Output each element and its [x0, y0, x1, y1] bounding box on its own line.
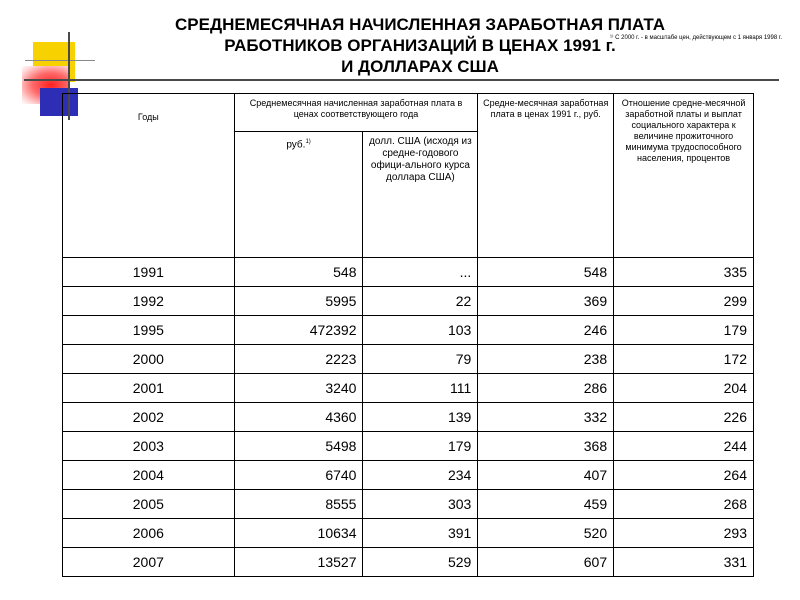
header-prices-1991: Средне-месячная заработная плата в ценах 1991 г., руб.	[478, 94, 614, 258]
logo-thin-line	[25, 60, 95, 61]
cell-year: 2002	[63, 403, 235, 432]
cell-rub: 5995	[234, 287, 363, 316]
cell-year: 2007	[63, 548, 235, 577]
cell-prices-1991: 332	[478, 403, 614, 432]
cell-ratio: 331	[614, 548, 754, 577]
cell-ratio: 299	[614, 287, 754, 316]
cell-prices-1991: 548	[478, 258, 614, 287]
cell-year: 2005	[63, 490, 235, 519]
cell-usd: 303	[363, 490, 478, 519]
footnote: ¹⁾ С 2000 г. - в масштабе цен, действующем с 1 января 1998 г.	[610, 35, 782, 41]
cell-prices-1991: 286	[478, 374, 614, 403]
cell-ratio: 226	[614, 403, 754, 432]
cell-ratio: 335	[614, 258, 754, 287]
page-title	[150, 14, 690, 77]
cell-usd: 22	[363, 287, 478, 316]
header-years: Годы	[63, 94, 235, 258]
cell-rub: 4360	[234, 403, 363, 432]
cell-usd: 179	[363, 432, 478, 461]
cell-prices-1991: 459	[478, 490, 614, 519]
cell-rub: 8555	[234, 490, 363, 519]
cell-ratio: 204	[614, 374, 754, 403]
cell-rub: 2223	[234, 345, 363, 374]
cell-ratio: 172	[614, 345, 754, 374]
cell-year: 1991	[63, 258, 235, 287]
cell-year: 2003	[63, 432, 235, 461]
cell-ratio: 179	[614, 316, 754, 345]
cell-ratio: 244	[614, 432, 754, 461]
cell-rub: 13527	[234, 548, 363, 577]
table-row	[63, 403, 754, 432]
cell-usd: 234	[363, 461, 478, 490]
cell-prices-1991: 246	[478, 316, 614, 345]
cell-rub: 548	[234, 258, 363, 287]
wage-table	[62, 93, 754, 577]
cell-year: 2004	[63, 461, 235, 490]
cell-usd: ...	[363, 258, 478, 287]
cell-prices-1991: 607	[478, 548, 614, 577]
table-body	[63, 258, 754, 577]
cell-usd: 139	[363, 403, 478, 432]
header-ratio: Отношение средне-месячной заработной платы и выплат социального характера к величине прожиточного минимума трудоспособного населения, процентов	[614, 94, 754, 258]
cell-rub: 5498	[234, 432, 363, 461]
cell-rub: 3240	[234, 374, 363, 403]
table-row	[63, 345, 754, 374]
cell-year: 1995	[63, 316, 235, 345]
cell-usd: 103	[363, 316, 478, 345]
cell-prices-1991: 407	[478, 461, 614, 490]
header-rub-footnote-mark: 1)	[305, 139, 311, 145]
table-row	[63, 432, 754, 461]
cell-year: 1992	[63, 287, 235, 316]
cell-prices-1991: 520	[478, 519, 614, 548]
table-row	[63, 490, 754, 519]
cell-year: 2000	[63, 345, 235, 374]
header-rub	[234, 132, 363, 258]
cell-prices-1991: 368	[478, 432, 614, 461]
title-line-3: И ДОЛЛАРАХ США	[341, 57, 499, 76]
cell-year: 2001	[63, 374, 235, 403]
cell-year: 2006	[63, 519, 235, 548]
title-underline	[24, 79, 779, 81]
header-usd: долл. США (исходя из средне-годового офици-ального курса доллара США)	[363, 132, 478, 258]
cell-ratio: 268	[614, 490, 754, 519]
cell-prices-1991: 369	[478, 287, 614, 316]
cell-usd: 529	[363, 548, 478, 577]
table-row	[63, 461, 754, 490]
title-line-1: СРЕДНЕМЕСЯЧНАЯ НАЧИСЛЕННАЯ ЗАРАБОТНАЯ ПЛАТА	[175, 15, 665, 34]
table-row	[63, 374, 754, 403]
cell-rub: 472392	[234, 316, 363, 345]
cell-ratio: 264	[614, 461, 754, 490]
table-row	[63, 258, 754, 287]
cell-rub: 10634	[234, 519, 363, 548]
cell-usd: 79	[363, 345, 478, 374]
cell-usd: 111	[363, 374, 478, 403]
title-line-2: РАБОТНИКОВ ОРГАНИЗАЦИЙ В ЦЕНАХ 1991 г.	[224, 36, 616, 55]
cell-ratio: 293	[614, 519, 754, 548]
cell-usd: 391	[363, 519, 478, 548]
table-row	[63, 316, 754, 345]
table-row	[63, 519, 754, 548]
cell-rub: 6740	[234, 461, 363, 490]
header-wage-group: Среднемесячная начисленная заработная плата в ценах соответствующего года	[234, 94, 478, 132]
table-row	[63, 287, 754, 316]
cell-prices-1991: 238	[478, 345, 614, 374]
header-rub-label: руб.	[286, 139, 306, 151]
table-row	[63, 548, 754, 577]
